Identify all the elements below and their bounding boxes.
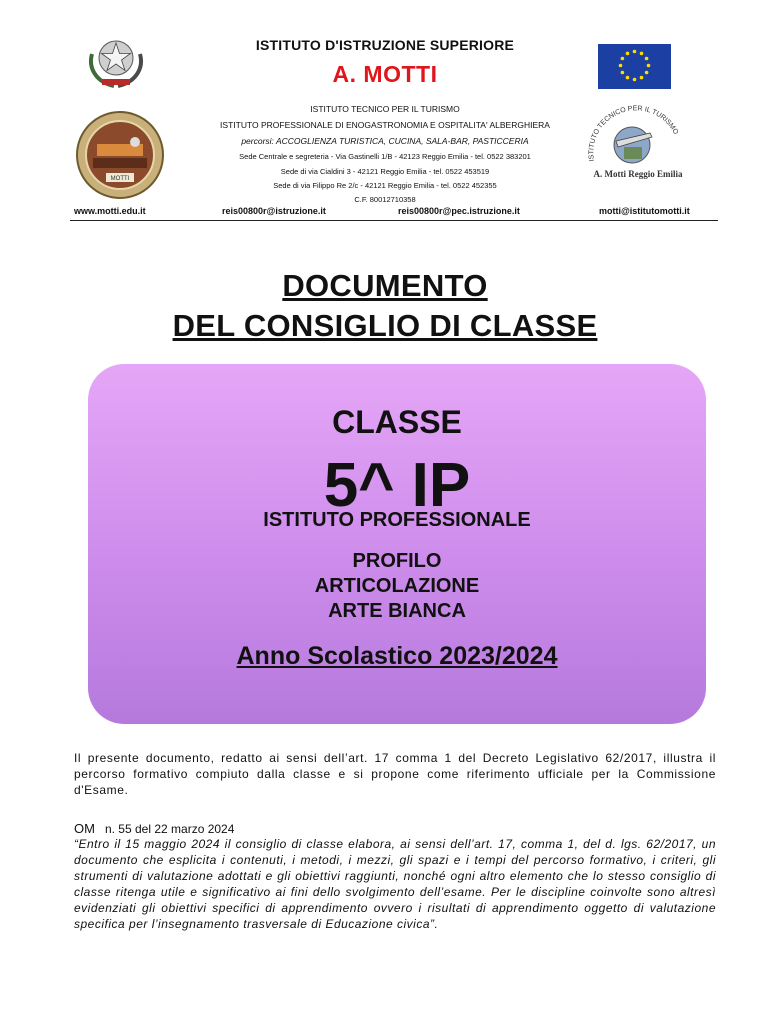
header-divider (70, 220, 718, 221)
header-line-tax-code: C.F. 80012710358 (354, 195, 416, 204)
profile-line: PROFILO (352, 550, 442, 572)
pec-email-link[interactable]: reis00800r@pec.istruzione.it (398, 206, 520, 216)
intro-paragraph: Il presente documento, redatto ai sensi dell’art. 17 comma 1 del Decreto Legislativo 62/2017, illustra il percorso formativo compiuto dalla classe e si propone come riferimento ufficiale per la Commissione d'Esame. (74, 751, 716, 797)
tourism-logo-caption: A. Motti Reggio Emilia (593, 169, 683, 179)
seal-label: MOTTI (110, 176, 130, 182)
profile-line: ARTICOLAZIONE (314, 575, 480, 597)
header-line-tourism: ISTITUTO TECNICO PER IL TURISMO (310, 104, 460, 114)
school-title: A. MOTTI (332, 61, 438, 87)
om-reference-text: n. 55 del 22 marzo 2024 (104, 822, 235, 836)
class-value: 5^ IP (323, 451, 471, 520)
header-line-main-office: Sede Centrale e segreteria - Via Gastinelli 1/B - 42123 Reggio Emilia - tel. 0522 383201 (239, 152, 531, 161)
email-link[interactable]: reis00800r@istruzione.it (222, 206, 326, 216)
document-title-line-1: DOCUMENTO (282, 268, 488, 303)
header-line-branch-filippo-re: Sede di via Filippo Re 2/c - 42121 Reggio Emilia - tel. 0522 452355 (273, 181, 497, 190)
school-year: Anno Scolastico 2023/2024 (236, 642, 558, 670)
document-title-line-2: DEL CONSIGLIO DI CLASSE (172, 308, 598, 343)
header-line-branch-cialdini: Sede di via Cialdini 3 - 42121 Reggio Emilia - tel. 0522 453519 (280, 167, 490, 176)
tourism-logo-arc-text: ISTITUTO TECNICO PER IL TURISMO (588, 105, 680, 162)
profile-line: ARTE BIANCA (328, 600, 466, 622)
om-reference (74, 821, 234, 836)
header-line-professional: ISTITUTO PROFESSIONALE DI ENOGASTRONOMIA E OSPITALITA' ALBERGHIERA (220, 120, 550, 130)
om-prefix: OM (74, 821, 95, 836)
header-line-courses: percorsi: ACCOGLIENZA TURISTICA, CUCINA, SALA-BAR, PASTICCERIA (241, 136, 529, 146)
contact-email-link[interactable]: motti@istitutomotti.it (599, 206, 690, 216)
website-link[interactable]: www.motti.edu.it (74, 206, 146, 216)
class-label: CLASSE (332, 404, 462, 440)
regulation-quote: “Entro il 15 maggio 2024 il consiglio di classe elabora, ai sensi dell’art. 17, comma 1, del d. lgs. 62/2017, un documento che esplicita i contenuti, i metodi, i mezzi, gli spazi e i tempi del percorso formativo, i criteri, gli strumenti di valutazione adottati e gli obiettivi raggiunti, nonché ogni altro elemento che lo stesso consiglio di classe ritenga utile e significativo ai fini dello svolgimento dell’esame. Per le discipline coinvolte sono altresì evidenziati gli obiettivi specifici di apprendimento ovvero i risultati di apprendimento oggetto di valutazione specifica per l’insegnamento trasversale di Educazione civica”. (74, 837, 716, 931)
class-info-box (88, 364, 706, 724)
school-name: ISTITUTO D'ISTRUZIONE SUPERIORE (255, 37, 515, 53)
institute-type: ISTITUTO PROFESSIONALE (263, 509, 531, 531)
